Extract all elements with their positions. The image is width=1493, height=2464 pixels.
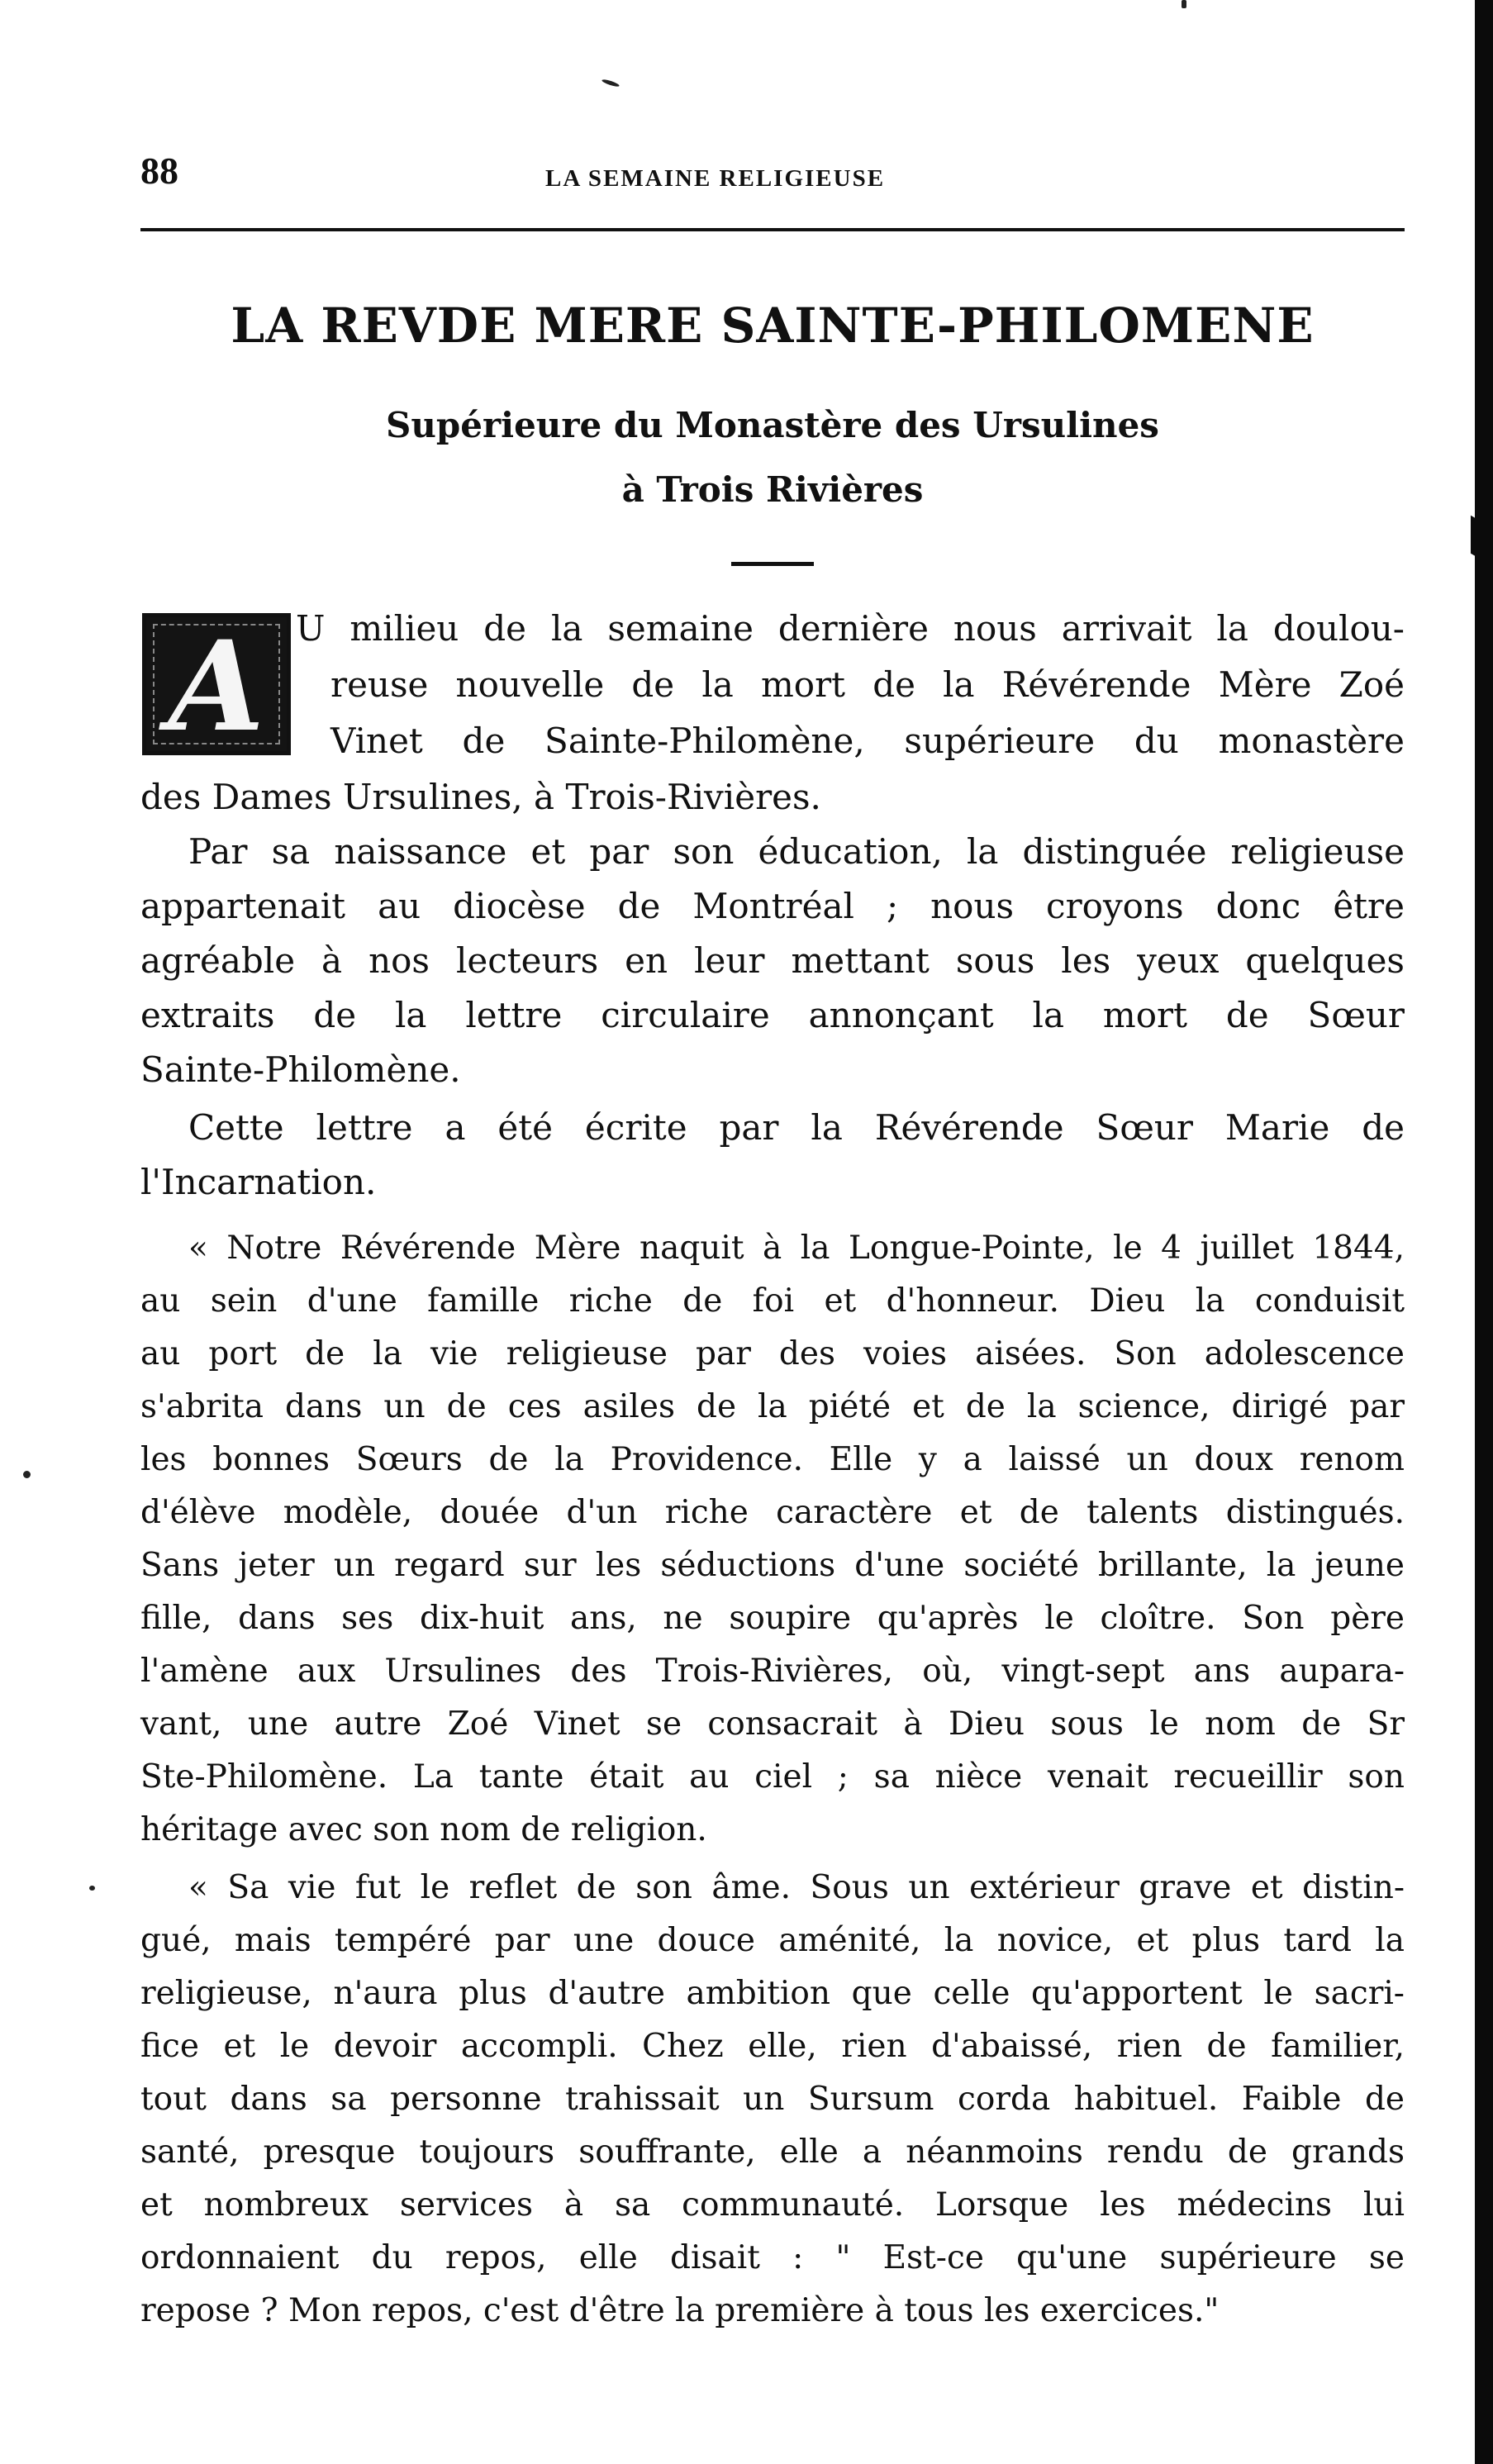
text-line: Par sa naissance et par son éducation, la distinguée religieuse [188,831,1405,872]
text-line: gué, mais tempéré par une douce aménité, la novice, et plus tard la [140,1922,1405,1959]
article-subtitle-line-2: à Trois Rivières [621,469,924,510]
text-line: ordonnaient du repos, elle disait : " Est-ce qu'une supérieure se [140,2239,1405,2276]
print-speck [1182,0,1186,8]
text-line: agréable à nos lecteurs en leur mettant sous les yeux quelques [140,940,1405,981]
text-line: l'Incarnation. [140,1162,377,1202]
text-line: repose ? Mon repos, c'est d'être la première à tous les exercices." [140,2292,1220,2329]
drop-cap-letter: A [168,614,265,755]
text-line: Sainte-Philomène. [140,1049,461,1090]
text-line: les bonnes Sœurs de la Providence. Elle y a laissé un doux renom [140,1441,1405,1478]
page-edge-shadow [1475,0,1493,2464]
article-subtitle-line-1: Supérieure du Monastère des Ursulines [386,405,1159,445]
text-line: Cette lettre a été écrite par la Révérende Sœur Marie de [188,1107,1405,1148]
page-header [140,149,1405,207]
text-line: des Dames Ursulines, à Trois-Rivières. [140,777,821,817]
text-line: « Sa vie fut le reflet de son âme. Sous un extérieur grave et distin- [188,1869,1405,1906]
text-line: d'élève modèle, douée d'un riche caractère et de talents distingués. [140,1494,1405,1531]
print-speck [89,1886,95,1891]
text-line: Vinet de Sainte-Philomène, supérieure du monastère [330,721,1405,761]
page-number: 88 [140,150,178,192]
print-speck [601,78,620,88]
text-line: au port de la vie religieuse par des voies aisées. Son adolescence [140,1335,1405,1372]
drop-cap [142,613,291,755]
text-line: santé, presque toujours souffrante, elle a néanmoins rendu de grands [140,2133,1405,2171]
text-line: religieuse, n'aura plus d'autre ambition que celle qu'apportent le sacri- [140,1975,1405,2012]
text-line: s'abrita dans un de ces asiles de la piété et de la science, dirigé par [140,1388,1405,1425]
text-line: extraits de la lettre circulaire annonçant la mort de Sœur [140,995,1405,1035]
text-line: tout dans sa personne trahissait un Sursum corda habituel. Faible de [140,2081,1405,2118]
text-line: U milieu de la semaine dernière nous arrivait la doulou- [296,608,1405,649]
text-line: fice et le devoir accompli. Chez elle, rien d'abaissé, rien de familier, [140,2028,1405,2065]
text-line: l'amène aux Ursulines des Trois-Rivières, où, vingt-sept ans aupara- [140,1653,1405,1690]
text-line: fille, dans ses dix-huit ans, ne soupire qu'après le cloître. Son père [140,1600,1405,1637]
header-rule [140,228,1405,231]
text-line: au sein d'une famille riche de foi et d'honneur. Dieu la conduisit [140,1282,1405,1320]
text-line: héritage avec son nom de religion. [140,1811,707,1848]
text-line: reuse nouvelle de la mort de la Révérende Mère Zoé [330,664,1405,705]
text-line: « Notre Révérende Mère naquit à la Longue-Pointe, le 4 juillet 1844, [188,1230,1405,1267]
article-title: LA REVDE MERE SAINTE-PHILOMENE [231,297,1315,354]
text-line: Ste-Philomène. La tante était au ciel ; sa nièce venait recueillir son [140,1758,1405,1796]
text-line: Sans jeter un regard sur les séductions d'une société brillante, la jeune [140,1547,1405,1584]
running-title: LA SEMAINE RELIGIEUSE [545,165,886,192]
print-speck [23,1471,31,1478]
text-line: appartenait au diocèse de Montréal ; nous croyons donc être [140,886,1405,926]
title-separator [731,562,814,566]
text-line: vant, une autre Zoé Vinet se consacrait à Dieu sous le nom de Sr [140,1705,1405,1743]
page-edge-mark [1456,507,1475,555]
text-line: et nombreux services à sa communauté. Lorsque les médecins lui [140,2186,1405,2224]
